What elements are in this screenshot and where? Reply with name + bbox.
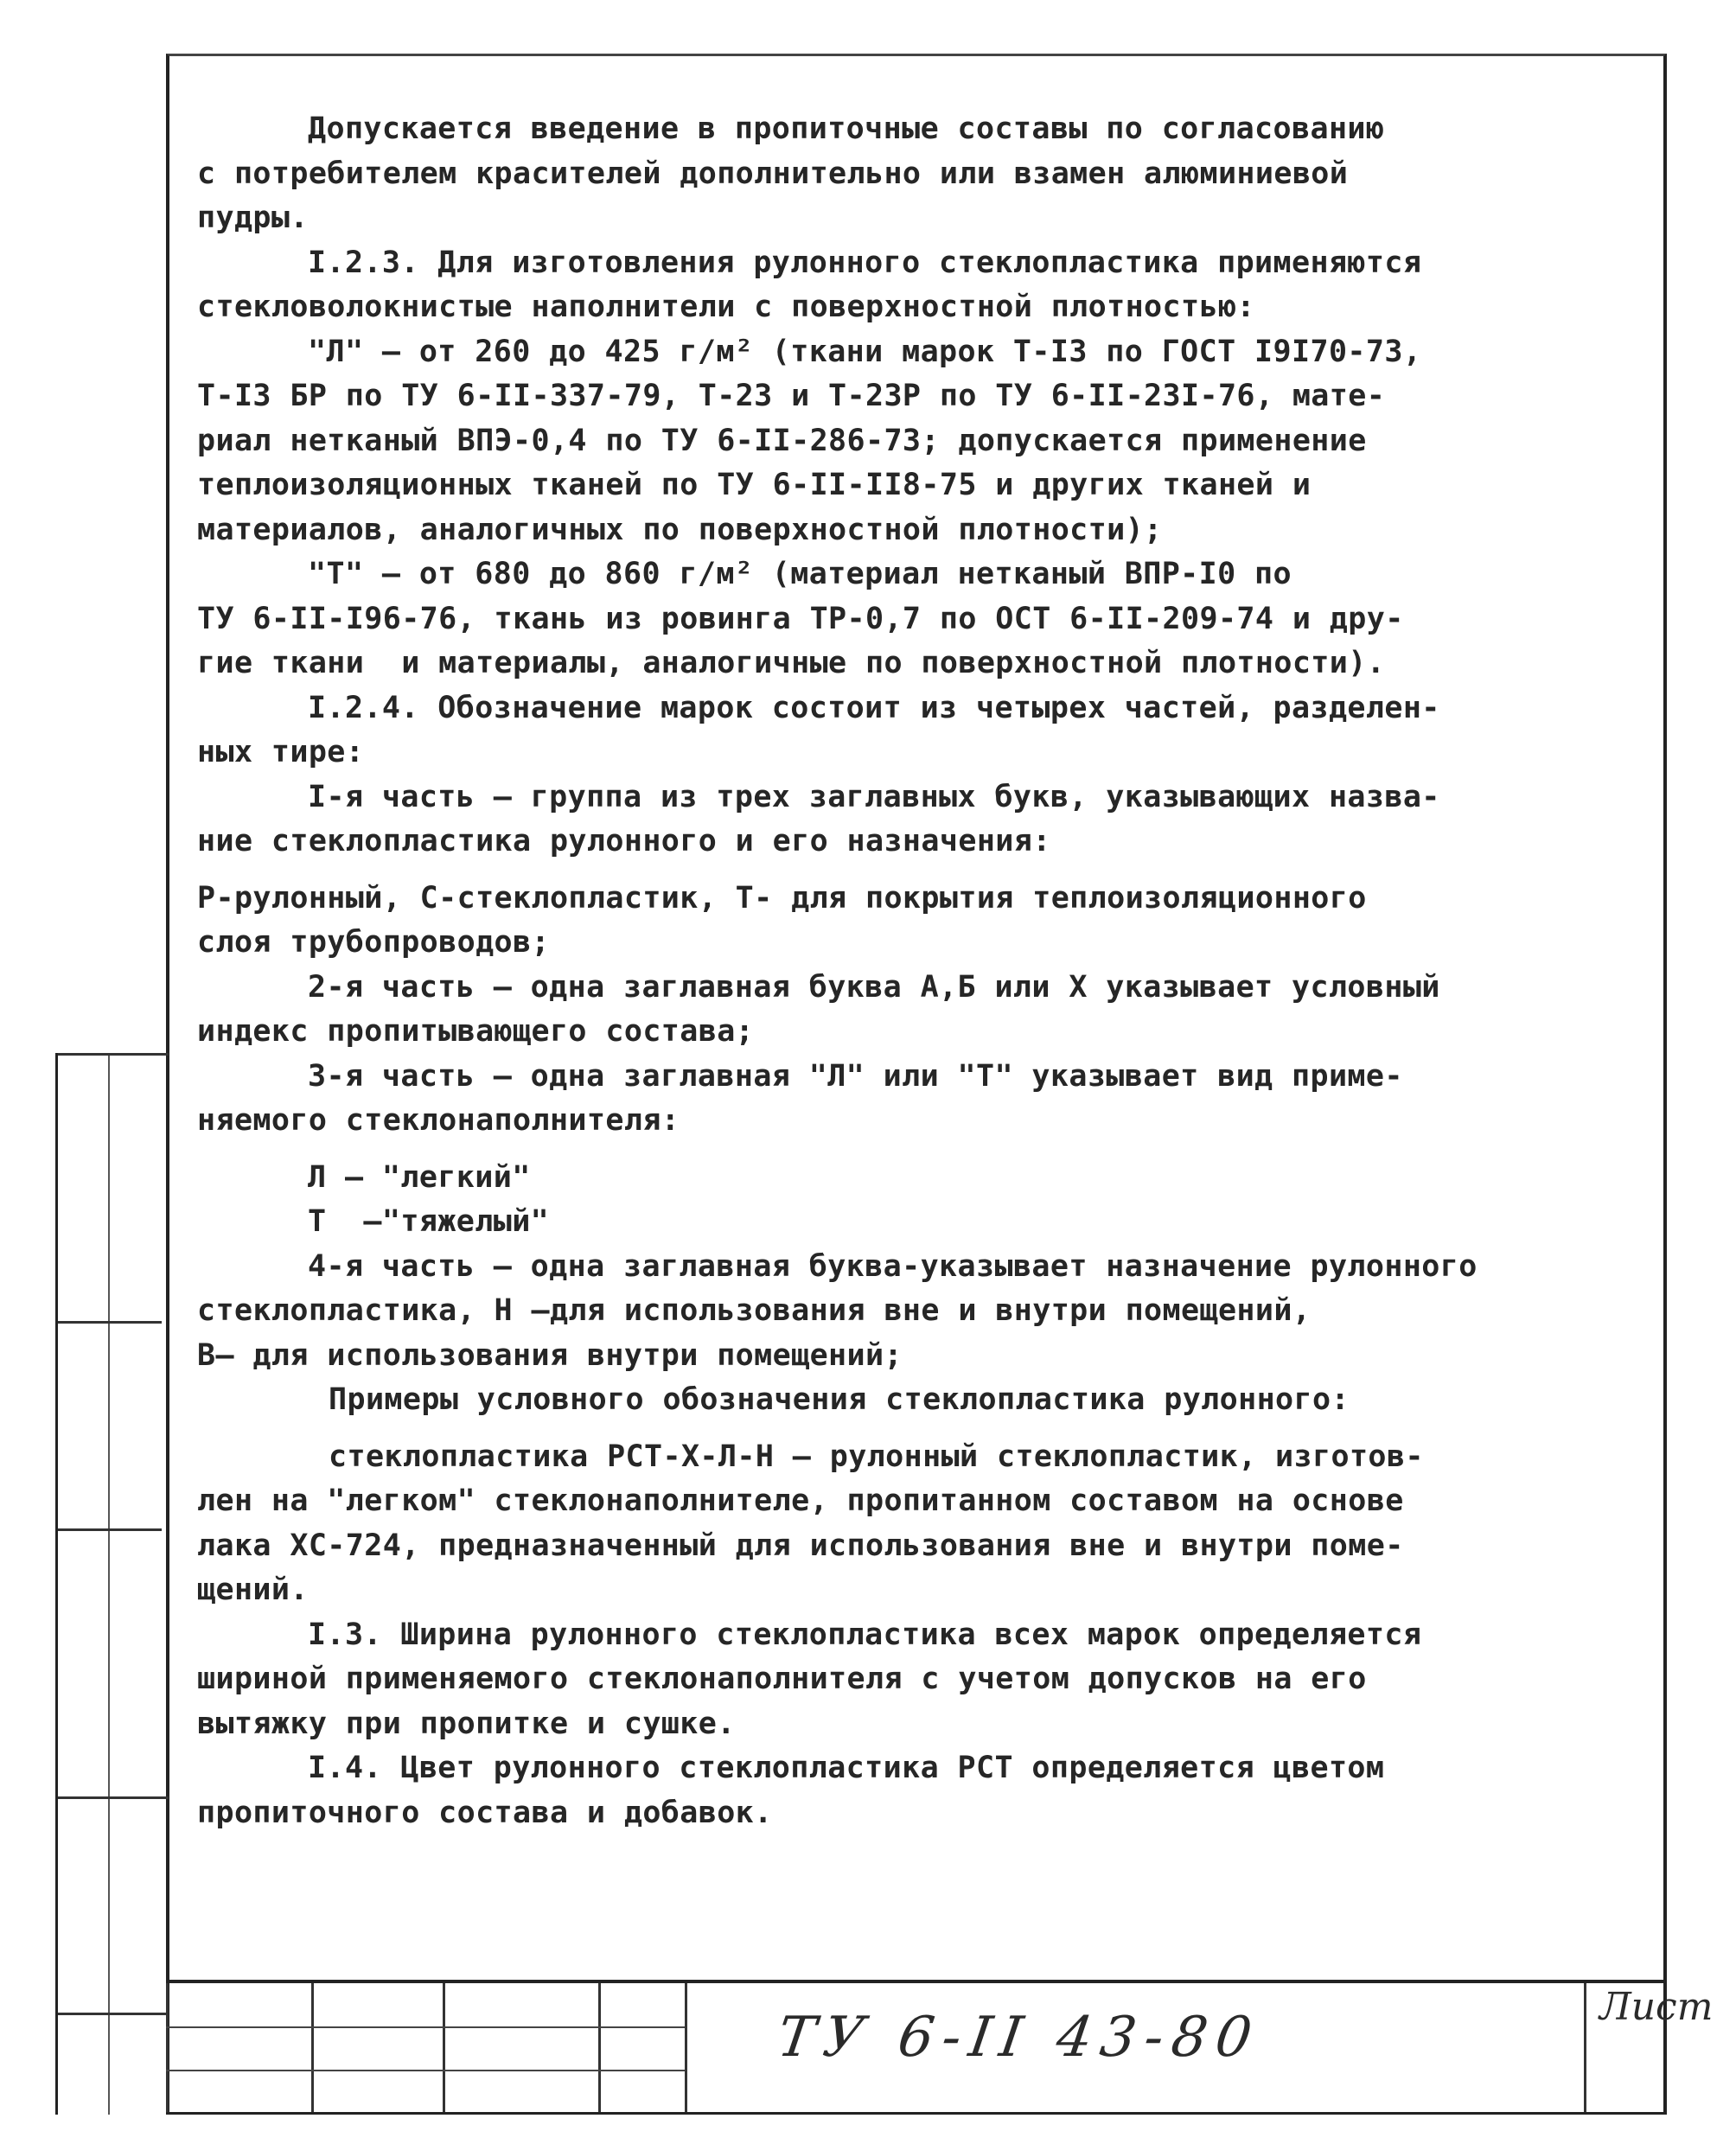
paragraph-line: лен на "легком" стеклонаполнителе, пропитанном составом на основе [197, 1484, 1404, 1518]
paragraph-line: 3-я часть – одна заглавная "Л" или "Т" указывает вид приме- [308, 1058, 1403, 1094]
stamp-row-divider [166, 2026, 685, 2028]
paragraph-line: 2-я часть – одна заглавная буква А,Б или Х указывает условный [308, 969, 1440, 1005]
stamp-cell-divider [598, 1983, 601, 2112]
margin-divider [108, 1053, 110, 2115]
stamp-cell-divider [443, 1983, 445, 2112]
section-1-2-3: I.2.3. Для изготовления рулонного стеклопластика применяются [308, 245, 1422, 280]
sheet-label: Лист [1599, 1985, 1714, 2029]
document-body [197, 107, 1625, 1835]
section-1-3: I.3. Ширина рулонного стеклопластика всех марок определяется [308, 1617, 1422, 1652]
paragraph-line: материалов, аналогичных по поверхностной плотности); [197, 512, 1163, 547]
paragraph-line: с потребителем красителей дополнительно или взамен алюминиевой [197, 156, 1349, 191]
paragraph-line: Примеры условного обозначения стеклопластика рулонного: [329, 1382, 1350, 1417]
document-code: ТУ 6-II 43-80 [773, 2006, 1265, 2070]
stamp-cell-divider [1584, 1983, 1586, 2112]
section-1-4: I.4. Цвет рулонного стеклопластика РСТ определяется цветом [308, 1751, 1385, 1785]
paragraph-line: "Л" – от 260 до 425 г/м² (ткани марок Т-I3 по ГОСТ I9I70-73, [308, 334, 1422, 369]
paragraph-line: слоя трубопроводов; [197, 925, 550, 960]
paragraph-line: В– для использования внутри помещений; [197, 1337, 903, 1373]
paragraph-line: риал нетканый ВПЭ-0,4 по ТУ 6-II-286-73; допускается применение [197, 423, 1367, 458]
paragraph-line: пудры. [197, 201, 309, 235]
paragraph-line: Т-I3 БР по ТУ 6-II-337-79, Т-23 и Т-23Р по ТУ 6-II-23I-76, мате- [197, 379, 1386, 413]
paragraph-line: ТУ 6-II-I96-76, ткань из ровинга ТР-0,7 по ОСТ 6-II-209-74 и дру- [197, 601, 1404, 636]
paragraph-line: индекс пропитывающего состава; [197, 1014, 755, 1049]
paragraph-line: ние стеклопластика рулонного и его назначения: [197, 824, 1051, 858]
margin-stamp-strip [55, 1053, 166, 2115]
paragraph-line: Допускается введение в пропиточные составы по согласованию [308, 112, 1385, 146]
stamp-cell-divider [166, 1983, 169, 2112]
margin-rule [58, 1053, 169, 1056]
paragraph-line: няемого стеклонаполнителя: [197, 1103, 680, 1138]
paragraph-line: Л – "легкий" [308, 1159, 531, 1195]
paragraph-line: теплоизоляционных тканей по ТУ 6-II-II8-75 и других тканей и [197, 468, 1312, 502]
paragraph-line: 4-я часть – одна заглавная буква-указывает назначение рулонного [308, 1248, 1478, 1284]
stamp-cell-divider [685, 1983, 687, 2112]
paragraph-line: шириной применяемого стеклонаполнителя с учетом допусков на его [197, 1662, 1367, 1696]
paragraph-line: Р-рулонный, С-стеклопластик, Т- для покрытия теплоизоляционного [197, 880, 1367, 916]
margin-rule [58, 2013, 169, 2015]
paragraph-line: щений. [197, 1573, 309, 1607]
margin-rule [58, 1528, 162, 1531]
paragraph-line: Т –"тяжелый" [308, 1204, 550, 1239]
paragraph-line: гие ткани и материалы, аналогичные по поверхностной плотности). [197, 646, 1386, 680]
paragraph-line: пропиточного состава и добавок. [197, 1795, 773, 1830]
paragraph-line: лака ХС-724, предназначенный для использования вне и внутри поме- [197, 1528, 1404, 1563]
paragraph-line: стекловолокнистые наполнители с поверхностной плотностью: [197, 290, 1255, 324]
paragraph-line: стеклопластика РСТ-Х-Л-Н – рулонный стеклопластик, изготов- [329, 1439, 1424, 1474]
paragraph-line: "Т" – от 680 до 860 г/м² (материал нетканый ВПР-I0 по [308, 557, 1292, 591]
margin-rule [58, 1321, 162, 1324]
stamp-cell-divider [311, 1983, 314, 2112]
stamp-row-divider [166, 2070, 685, 2071]
paragraph-line: ных тире: [197, 735, 365, 769]
paragraph-line: I-я часть – группа из трех заглавных букв, указывающих назва- [308, 779, 1440, 814]
section-1-2-4: I.2.4. Обозначение марок состоит из четырех частей, разделен- [308, 690, 1440, 725]
paragraph-line: стеклопластика, Н –для использования вне и внутри помещений, [197, 1293, 1312, 1328]
paragraph-line: вытяжку при пропитке и сушке. [197, 1706, 736, 1741]
margin-rule [58, 1796, 169, 1799]
